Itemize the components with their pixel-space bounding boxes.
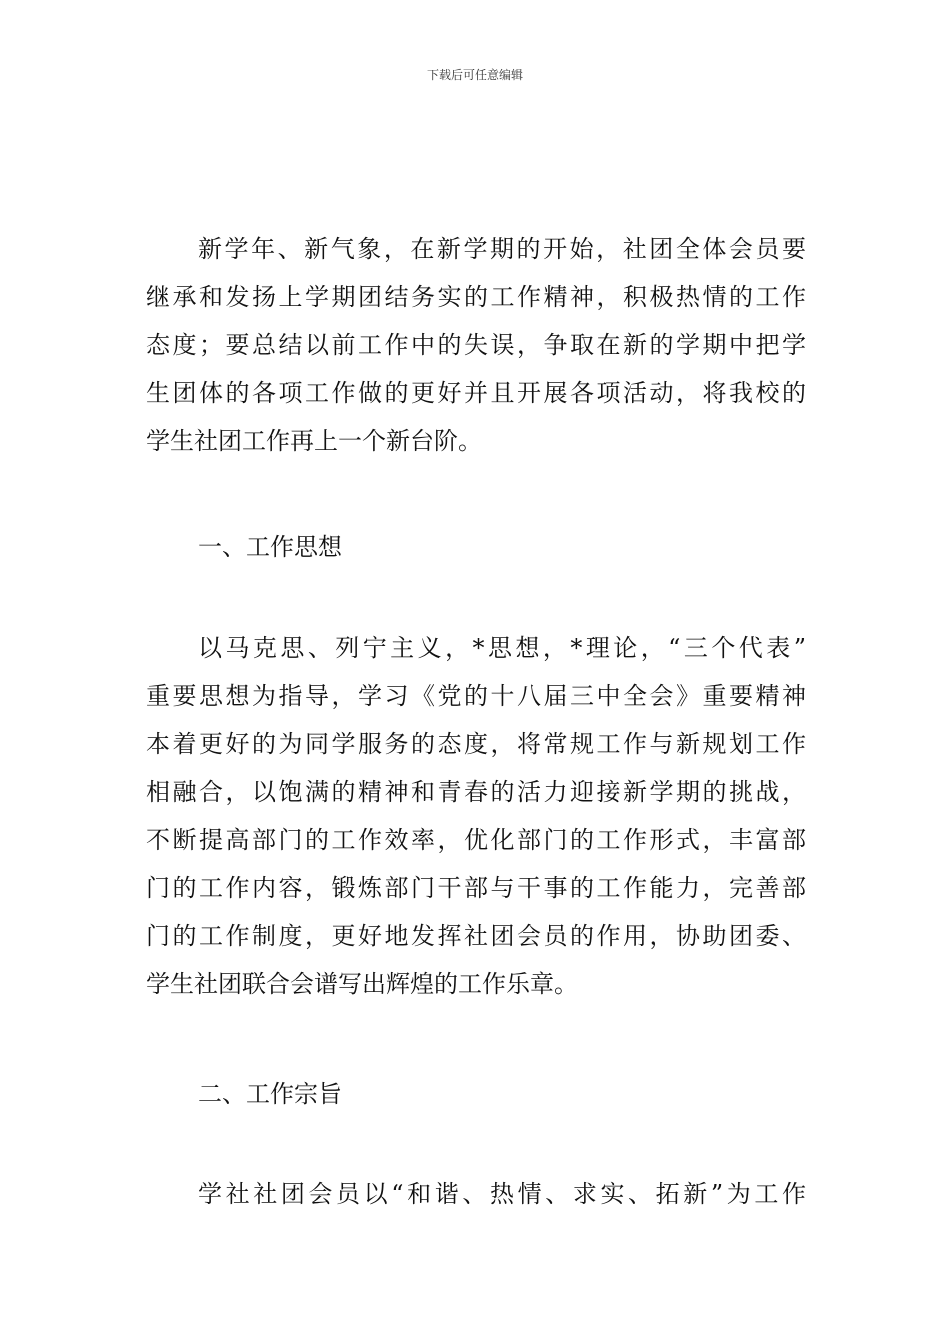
paragraph-line: 本着更好的为同学服务的态度，将常规工作与新规划工作 xyxy=(146,730,806,758)
paragraph-line: 生团体的各项工作做的更好并且开展各项活动，将我校的 xyxy=(146,379,806,407)
paragraph-line: 学生社团联合会谱写出辉煌的工作乐章。 xyxy=(146,970,578,998)
section2-paragraph xyxy=(146,1170,806,1218)
paragraph-line: 以马克思、列宁主义，*思想，*理论，“三个代表” xyxy=(198,634,806,662)
paragraph-line: 学社社团会员以“和谐、热情、求实、拓新”为工作 xyxy=(198,1180,806,1208)
paragraph-line: 学生社团工作再上一个新台阶。 xyxy=(146,427,482,455)
section-heading-text: 二、工作宗旨 xyxy=(198,1080,342,1108)
paragraph-line: 继承和发扬上学期团结务实的工作精神，积极热情的工作 xyxy=(146,283,806,311)
paragraph-line: 新学年、新气象，在新学期的开始，社团全体会员要 xyxy=(198,235,806,263)
paragraph-line: 门的工作制度，更好地发挥社团会员的作用，协助团委、 xyxy=(146,922,806,950)
paragraph-line: 门的工作内容，锻炼部门干部与干事的工作能力，完善部 xyxy=(146,874,806,902)
section-heading-2 xyxy=(146,1070,806,1118)
paragraph-line: 相融合，以饱满的精神和青春的活力迎接新学期的挑战， xyxy=(146,778,806,806)
paragraph-line: 不断提高部门的工作效率，优化部门的工作形式，丰富部 xyxy=(146,826,806,854)
intro-paragraph xyxy=(146,225,806,465)
paragraph-line: 重要思想为指导，学习《党的十八届三中全会》重要精神 xyxy=(146,682,806,710)
page-header: 下载后可任意编辑 xyxy=(426,68,523,82)
section1-paragraph xyxy=(146,624,806,1008)
section-heading-1 xyxy=(146,523,806,571)
section-heading-text: 一、工作思想 xyxy=(198,533,342,561)
paragraph-line: 态度；要总结以前工作中的失误，争取在新的学期中把学 xyxy=(146,331,806,359)
